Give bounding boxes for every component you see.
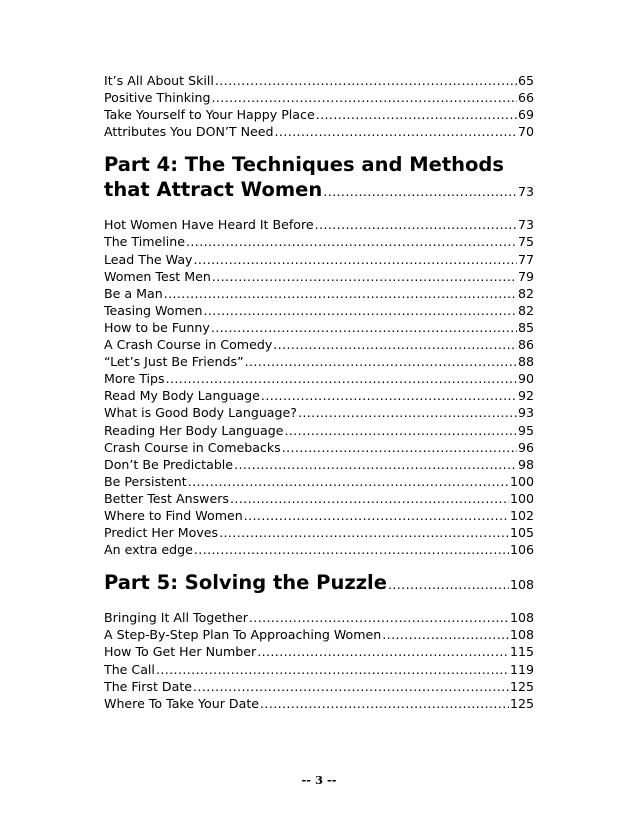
toc-entry bbox=[104, 233, 534, 250]
dot-leader bbox=[298, 404, 517, 421]
part-heading bbox=[104, 152, 534, 202]
toc-entry-page: 69 bbox=[517, 107, 534, 123]
toc-entry bbox=[104, 695, 534, 712]
toc-entry-page: 125 bbox=[509, 695, 534, 711]
dot-leader bbox=[315, 216, 517, 233]
dot-leader bbox=[193, 678, 509, 695]
dot-leader bbox=[219, 524, 509, 541]
page-number-footer: -- 3 -- bbox=[301, 773, 337, 787]
toc-entry bbox=[104, 678, 534, 695]
toc-entry-page: 93 bbox=[517, 405, 534, 421]
dot-leader bbox=[166, 370, 517, 387]
toc-entry-title: Positive Thinking bbox=[104, 90, 211, 106]
dot-leader bbox=[260, 695, 509, 712]
toc-entry-title: A Crash Course in Comedy bbox=[104, 337, 273, 353]
toc-entry-title: Hot Women Have Heard It Before bbox=[104, 217, 314, 233]
dot-leader bbox=[244, 507, 509, 524]
toc-entry-title: An extra edge bbox=[104, 542, 193, 558]
toc-entry bbox=[104, 302, 534, 319]
toc-entry bbox=[104, 285, 534, 302]
dot-leader bbox=[284, 422, 517, 439]
dot-leader bbox=[282, 439, 517, 456]
toc-entry-title: Attributes You DON’T Need bbox=[104, 124, 274, 140]
toc-entry-title: Teasing Women bbox=[104, 302, 203, 318]
toc-entry-title: Reading Her Body Language bbox=[104, 422, 284, 438]
toc-entry bbox=[104, 89, 534, 106]
toc-entry-page: 65 bbox=[517, 73, 534, 88]
toc-entry-title: Lead The Way bbox=[104, 251, 193, 267]
toc-entry-title: Where to Find Women bbox=[104, 507, 243, 523]
toc-group bbox=[104, 72, 534, 140]
dot-leader bbox=[234, 456, 517, 473]
toc-entry bbox=[104, 336, 534, 353]
toc-entry-title: Be Persistent bbox=[104, 473, 187, 489]
toc-entry bbox=[104, 123, 534, 140]
dot-leader bbox=[249, 609, 509, 626]
dot-leader bbox=[215, 72, 517, 89]
toc-entry-page: 108 bbox=[509, 610, 534, 626]
toc-entry-page: 90 bbox=[517, 371, 534, 387]
toc-entry bbox=[104, 609, 534, 626]
toc-entry-title: The First Date bbox=[104, 678, 193, 694]
toc-entry-title: Where To Take Your Date bbox=[104, 695, 260, 711]
dot-leader bbox=[203, 302, 516, 319]
toc-entry-page: 108 bbox=[509, 627, 534, 643]
toc-entry-page: 106 bbox=[509, 542, 534, 558]
toc-entry-title: The Timeline bbox=[104, 234, 185, 250]
toc-entry-title: Take Yourself to Your Happy Place bbox=[104, 107, 315, 123]
toc-entry-page: 100 bbox=[509, 490, 534, 506]
dot-leader bbox=[194, 251, 517, 268]
toc-entry bbox=[104, 268, 534, 285]
toc-entry-page: 82 bbox=[517, 302, 534, 318]
toc-entry-page: 70 bbox=[517, 124, 534, 140]
toc-entry-page: 79 bbox=[517, 268, 534, 284]
toc-entry-title: Bringing It All Together bbox=[104, 610, 248, 626]
dot-leader bbox=[382, 626, 509, 643]
toc-entry bbox=[104, 216, 534, 233]
toc-entry-page: 75 bbox=[517, 234, 534, 250]
toc-entry-page: 125 bbox=[509, 678, 534, 694]
toc-entry-page: 96 bbox=[517, 439, 534, 455]
toc-group bbox=[104, 216, 534, 558]
toc-entry-title: The Call bbox=[104, 661, 155, 677]
dot-leader bbox=[211, 319, 517, 336]
toc-entry bbox=[104, 370, 534, 387]
part-heading-line: that Attract Women bbox=[104, 178, 323, 202]
dot-leader bbox=[275, 123, 517, 140]
toc-entry-page: 82 bbox=[517, 285, 534, 301]
toc-entry-title: More Tips bbox=[104, 371, 165, 387]
toc-entry-title: Read My Body Language bbox=[104, 388, 260, 404]
dot-leader bbox=[323, 184, 517, 199]
dot-leader bbox=[316, 106, 517, 123]
toc-entry-page: 73 bbox=[517, 217, 534, 233]
toc-entry-title: Better Test Answers bbox=[104, 490, 229, 506]
toc-entry bbox=[104, 524, 534, 541]
toc-entry-page: 85 bbox=[517, 319, 534, 335]
dot-leader bbox=[273, 336, 517, 353]
toc-entry-page: 105 bbox=[509, 525, 534, 541]
dot-leader bbox=[212, 268, 517, 285]
dot-leader bbox=[164, 285, 517, 302]
toc-entry-title: How to be Funny bbox=[104, 319, 210, 335]
dot-leader bbox=[261, 387, 517, 404]
toc-entry-title: Crash Course in Comebacks bbox=[104, 439, 281, 455]
part-heading-line: Part 4: The Techniques and Methods bbox=[104, 153, 504, 177]
part-heading bbox=[104, 570, 534, 595]
dot-leader bbox=[194, 541, 509, 558]
toc-entry bbox=[104, 319, 534, 336]
toc-group bbox=[104, 609, 534, 712]
toc-entry bbox=[104, 490, 534, 507]
toc-entry-page: 92 bbox=[517, 388, 534, 404]
part-heading-line: Part 5: Solving the Puzzle bbox=[104, 571, 387, 595]
toc-entry-page: 88 bbox=[517, 354, 534, 370]
toc-entry bbox=[104, 473, 534, 490]
toc-entry-title: Don’t Be Predictable bbox=[104, 456, 234, 472]
dot-leader bbox=[230, 490, 509, 507]
toc-entry-title: What is Good Body Language? bbox=[104, 405, 297, 421]
toc-entry-page: 119 bbox=[509, 661, 534, 677]
toc-entry-page: 77 bbox=[517, 251, 534, 267]
toc-entry bbox=[104, 387, 534, 404]
dot-leader bbox=[257, 643, 509, 660]
dot-leader bbox=[188, 473, 509, 490]
toc-entry-title: A Step-By-Step Plan To Approaching Women bbox=[104, 627, 382, 643]
toc-entry-title: Predict Her Moves bbox=[104, 525, 219, 541]
toc-entry-page: 115 bbox=[509, 644, 534, 660]
toc-entry-page: 102 bbox=[509, 507, 534, 523]
dot-leader bbox=[156, 661, 509, 678]
toc-entry bbox=[104, 353, 534, 370]
toc-entry bbox=[104, 106, 534, 123]
toc-entry-page: 100 bbox=[509, 473, 534, 489]
dot-leader bbox=[245, 353, 517, 370]
dot-leader bbox=[211, 89, 516, 106]
table-of-contents bbox=[104, 72, 534, 712]
part-heading-last-line bbox=[104, 177, 534, 202]
toc-entry bbox=[104, 507, 534, 524]
toc-entry-title: “Let’s Just Be Friends” bbox=[104, 354, 244, 370]
dot-leader bbox=[388, 577, 509, 592]
toc-entry bbox=[104, 72, 534, 89]
toc-entry bbox=[104, 456, 534, 473]
toc-entry-title: It’s All About Skill bbox=[104, 73, 214, 88]
part-heading-last-line bbox=[104, 570, 534, 595]
toc-entry bbox=[104, 439, 534, 456]
toc-entry bbox=[104, 661, 534, 678]
toc-entry-page: 95 bbox=[517, 422, 534, 438]
toc-entry-title: Women Test Men bbox=[104, 268, 211, 284]
toc-entry-page: 86 bbox=[517, 337, 534, 353]
toc-entry bbox=[104, 643, 534, 660]
toc-entry bbox=[104, 626, 534, 643]
toc-entry-title: Be a Man bbox=[104, 285, 163, 301]
toc-entry bbox=[104, 251, 534, 268]
toc-entry bbox=[104, 541, 534, 558]
toc-entry-page: 98 bbox=[517, 456, 534, 472]
dot-leader bbox=[186, 233, 517, 250]
toc-entry bbox=[104, 404, 534, 421]
toc-entry-page: 66 bbox=[517, 90, 534, 106]
part-heading-page: 108 bbox=[509, 577, 534, 593]
toc-entry bbox=[104, 422, 534, 439]
part-heading-page: 73 bbox=[517, 184, 534, 200]
toc-entry-title: How To Get Her Number bbox=[104, 644, 257, 660]
